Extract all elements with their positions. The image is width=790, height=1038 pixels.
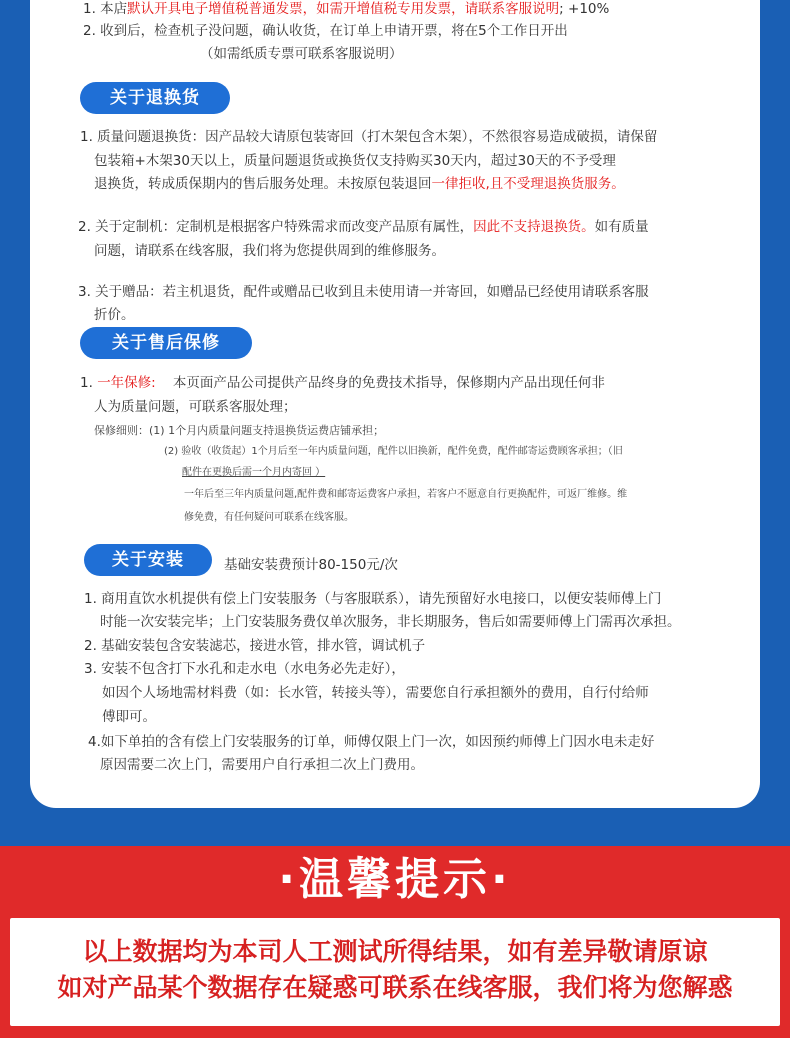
warranty-detail-2-line-2: 配件在更换后需一个月内寄回 ） <box>182 467 326 478</box>
warranty-line-2: 人为质量问题，可联系客服处理； <box>94 399 297 415</box>
install-item-2: 2. 基础安装包含安装滤芯，接进水管，排水管，调试机子 <box>84 638 426 654</box>
install-item-1-line-2: 时能一次安装完毕；上门安装服务费仅单次服务，非长期服务，售后如需要师傅上门需再次承担。 <box>100 614 681 630</box>
warranty-detail-3-line-1: 一年后至三年内质量问题,配件费和邮寄运费客户承担，若客户不愿意自行更换配件，可返厂维修。维 <box>184 489 628 500</box>
invoice-line-2: 2. 收到后，检查机子没问题，确认收货，在订单上申请开票，将在5个工作日开出 <box>83 23 568 39</box>
install-item-3-line-3: 傅即可。 <box>102 709 156 725</box>
returns-item-2-line-2: 问题，请联系在线客服，我们将为您提供周到的维修服务。 <box>94 243 445 259</box>
install-item-4-line-2: 原因需要二次上门，需要用户自行承担二次上门费用。 <box>100 757 424 773</box>
install-item-3-line-2: 如因个人场地需材料费（如：长水管，转接头等），需要您自行承担额外的费用，自行付给师 <box>102 685 649 701</box>
returns-item-1-line-1: 1. 质量问题退换货：因产品较大请原包装寄回（打木架包含木架），不然很容易造成破损，请保留 <box>80 129 658 145</box>
invoice-line-1: 1. 本店默认开具电子增值税普通发票，如需开增值税专用发票，请联系客服说明; +10% <box>83 1 610 17</box>
warranty-detail-3-line-2: 修免费，有任何疑问可联系在线客服。 <box>184 512 354 523</box>
returns-item-1-line-2: 包装箱+木架30天以上，质量问题退货或换货仅支持购买30天内，超过30天的不予受理 <box>94 153 616 169</box>
returns-item-1-line-3: 退换货，转成质保期内的售后服务处理。未按原包装退回一律拒收,且不受理退换货服务。 <box>94 176 625 192</box>
notice-line-2: 如对产品某个数据存在疑惑可联系在线客服，我们将为您解惑 <box>57 973 733 1002</box>
warranty-line-1: 1. 一年保修: 本页面产品公司提供产品终身的免费技术指导，保修期内产品出现任何非 <box>80 375 605 391</box>
returns-item-3-line-1: 3. 关于赠品：若主机退货，配件或赠品已收到且未使用请一并寄回，如赠品已经使用请联系客服 <box>78 284 649 300</box>
returns-item-2-line-1: 2. 关于定制机：定制机是根据客户特殊需求而改变产品原有属性，因此不支持退换货。如有质量 <box>78 219 649 235</box>
warranty-heading: 关于售后保修 <box>80 327 252 359</box>
notice-line-1: 以上数据均为本司人工测试所得结果，如有差异敬请原谅 <box>82 937 708 966</box>
install-item-1-line-1: 1. 商用直饮水机提供有偿上门安装服务（与客服联系），请先预留好水电接口，以便安装师傅上门 <box>84 591 662 607</box>
returns-heading: 关于退换货 <box>80 82 230 114</box>
invoice-line-3: （如需纸质专票可联系客服说明） <box>200 46 403 62</box>
install-item-3-line-1: 3. 安装不包含打下水孔和走水电（水电务必先走好）， <box>84 661 405 677</box>
install-heading: 关于安装 <box>84 544 212 576</box>
warranty-detail-2-line-1: (2) 验收（收货起）1个月后至一年内质量问题，配件以旧换新，配件免费，配件邮寄运费顾客承担；（旧 <box>164 446 623 457</box>
notice-title: ·温馨提示· <box>278 854 512 905</box>
returns-item-3-line-2: 折价。 <box>94 307 135 323</box>
install-fee: 基础安装费预计80-150元/次 <box>224 557 398 573</box>
warranty-detail-1: 保修细则：(1) 1个月内质量问题支持退换货运费店铺承担； <box>94 424 385 437</box>
install-item-4-line-1: 4.如下单拍的含有偿上门安装服务的订单，师傅仅限上门一次，如因预约师傅上门因水电未走好 <box>88 734 655 750</box>
